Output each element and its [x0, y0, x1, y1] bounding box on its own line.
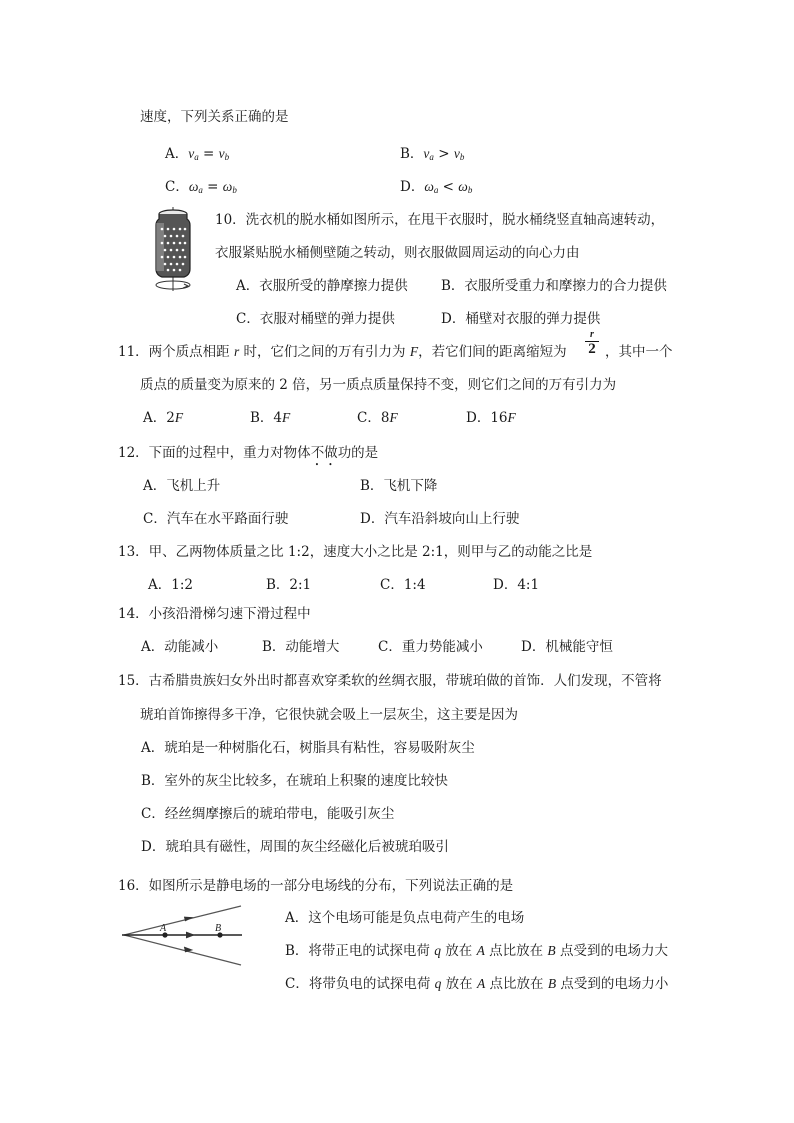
q14-option-d: D．机械能守恒: [521, 639, 613, 655]
q14-option-a: A．动能减小: [141, 639, 219, 655]
q15-stem-line2: 琥珀首饰擦得多干净，它很快就会吸上一层灰尘，这主要是因为: [140, 707, 518, 723]
q16-stem: 16．如图所示是静电场的一部分电场线的分布，下列说法正确的是: [118, 878, 514, 894]
q13-option-a: A．1:2: [148, 577, 193, 593]
q10-option-a: A．衣服所受的静摩擦力提供: [236, 278, 408, 294]
q13-stem: 13．甲、乙两物体质量之比 1:2，速度大小之比是 2:1，则甲与乙的动能之比是: [118, 544, 593, 560]
q16-option-c: C．将带负电的试探电荷 q 放在 A 点比放在 B 点受到的电场力小: [285, 976, 669, 992]
q14-stem: 14．小孩沿滑梯匀速下滑过程中: [118, 606, 311, 622]
q11-stem-line1-end: ，其中一个: [605, 344, 673, 360]
electric-field-lines-figure: [120, 903, 246, 969]
q9-option-a: A．$v_a = v_b$: [165, 146, 230, 162]
q12-option-b: B．飞机下降: [360, 478, 438, 494]
q10-stem-line2: 衣服紧贴脱水桶侧壁随之转动，则衣服做圆周运动的向心力由: [215, 245, 580, 261]
q15-option-d: D．琥珀具有磁性，周围的灰尘经磁化后被琥珀吸引: [141, 839, 449, 855]
point-b-label: B: [215, 923, 222, 934]
q11-option-a: A．2F: [143, 410, 184, 426]
q11-stem-line2: 质点的质量变为原来的 2 倍，另一质点质量保持不变，则它们之间的万有引力为: [140, 377, 617, 393]
q13-option-b: B．2:1: [266, 577, 312, 593]
q10-option-c: C．衣服对桶壁的弹力提供: [236, 311, 395, 327]
q15-stem-line1: 15．古希腊贵族妇女外出时都喜欢穿柔软的丝绸衣服，带琥珀做的首饰．人们发现，不管将: [118, 673, 662, 689]
point-a-label: A: [160, 923, 167, 934]
q12-emphasis: 不做: [310, 445, 338, 461]
q9-option-b: B．$v_a > v_b$: [400, 146, 465, 162]
q12-stem: 12．下面的过程中，重力对物体不做功的是: [118, 445, 379, 461]
spin-dryer-drum-figure: [148, 205, 198, 293]
q16-option-a: A．这个电场可能是负点电荷产生的电场: [285, 910, 525, 926]
q15-option-c: C．经丝绸摩擦后的琥珀带电，能吸引灰尘: [141, 806, 395, 822]
q9-option-c: C．$\omega_a = \omega_b$: [165, 179, 237, 195]
q12-option-c: C．汽车在水平路面行驶: [143, 511, 289, 527]
q10-option-b: B．衣服所受重力和摩擦力的合力提供: [441, 278, 667, 294]
q10-option-d: D．桶壁对衣服的弹力提供: [441, 311, 601, 327]
q12-option-d: D．汽车沿斜坡向山上行驶: [360, 511, 520, 527]
q16-option-b: B．将带正电的试探电荷 q 放在 A 点比放在 B 点受到的电场力大: [285, 943, 668, 959]
q13-option-d: D．4:1: [493, 577, 540, 593]
q11-option-c: C．8F: [357, 410, 398, 426]
q11-option-b: B．4F: [250, 410, 291, 426]
q11-stem-line1: 11．两个质点相距 r 时，它们之间的万有引力为 F，若它们间的距离缩短为: [118, 344, 567, 360]
q13-option-c: C．1:4: [380, 577, 426, 593]
q11-fraction-r-over-2: r 2: [583, 330, 601, 357]
q14-option-b: B．动能增大: [262, 639, 340, 655]
q10-stem-line1: 10．洗衣机的脱水桶如图所示，在甩干衣服时，脱水桶绕竖直轴高速转动，: [215, 212, 665, 228]
q15-option-a: A．琥珀是一种树脂化石，树脂具有粘性，容易吸附灰尘: [141, 740, 475, 756]
q14-option-c: C．重力势能减小: [378, 639, 483, 655]
q9-option-d: D．$\omega_a < \omega_b$: [400, 179, 473, 195]
q11-option-d: D．16F: [466, 410, 516, 426]
q15-option-b: B．室外的灰尘比较多，在琥珀上积聚的速度比较快: [141, 773, 448, 789]
q12-option-a: A．飞机上升: [143, 478, 221, 494]
q9-stem-continuation: 速度，下列关系正确的是: [140, 109, 289, 125]
